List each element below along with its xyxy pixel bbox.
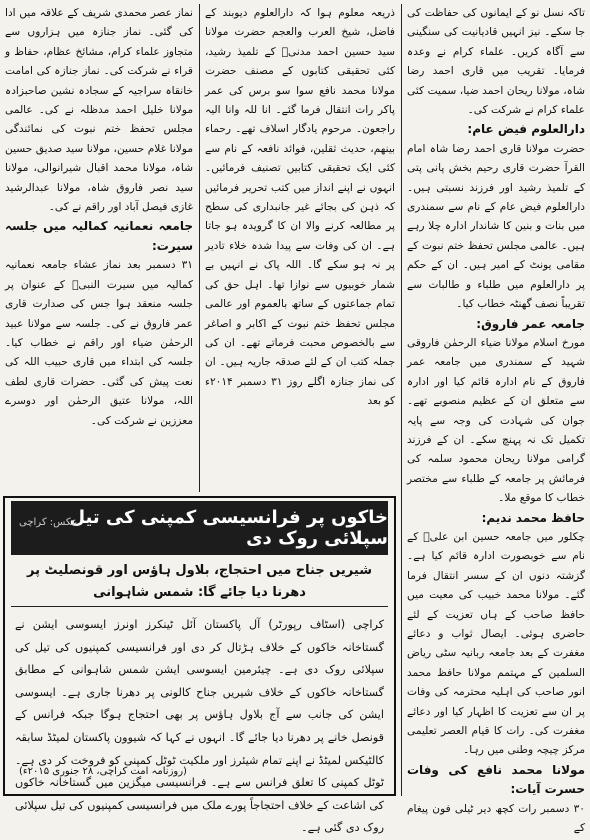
middle-column-text: ذریعہ معلوم ہوا کہ دارالعلوم دیوبند کے فاضل، شیخ العرب والعجم حضرت مولانا سید حسین احمد مدنیؒ کے تلمیذ رشید، کئی تحقیقی کتابوں کے مصنف حضرت مولانا محمد نافع سوا سو برس کی عمر پاکر رات انتقال فرما گئے۔ انا للہ وانا الیہ راجعون۔ مرحوم یادگار اسلاف تھے۔ رحماء بینھم، حدیث ثقلین، فوائد نافعہ کے نام سے کئی ایک تحقیقی کتابیں تصنیف فرمائیں۔ انہوں نے اپنے انداز میں کتب تحریر فرمائیں کہ ذہن کی بجائے غیر جانبداری کی سطح پر مطالعہ کرنے والا ان کا گرویدہ ہو جاتا ہے۔ ان کی وفات سے پیدا شدہ خلاء تادیر پر نہ ہو سکے گا۔ اللہ پاک نے انہیں بے شمار خوبیوں سے نوازا تھا۔ اہل حق کی تمام جماعتوں کے ساتھ بالعموم اور عالمی مجلس تحفظ ختم نبوت کے اکابر و اصاغر سے بالخصوص محبت فرماتے تھے۔ ان کی جملہ کتب ان کے لئے صدقہ جاریہ ہیں۔ ان کی نماز جنازہ اگلے روز ۳۱ دسمبر ۲۰۱۴ء کو بعد	[205, 7, 395, 408]
left-column	[5, 4, 193, 492]
news-clipping	[3, 496, 396, 835]
section-text-darul-uloom: حضرت مولانا قاری احمد رضا شاہ امام القرآ حضرت قاری رحیم بخش پانی پتی کے تلمیذ رشید اور فرزند نسبتی ہیں۔ دارالعلوم فیض عام کے نام سے سمندری میں بنات و بنین کا شاندار ادارہ چلا رہے ہیں۔ عالمی مجلس تحفظ ختم نبوت کے مقامی یونٹ کے امیر ہیں۔ ان کے حکم پر دارالعلوم میں طلباء و طالبات سے تقریباً نصف گھنٹہ خطاب کیا۔	[407, 142, 585, 311]
clipping-headline-banner	[11, 501, 388, 555]
right-column	[407, 4, 585, 835]
section-heading-hafiz-nadeem: حافظ محمد ندیم:	[481, 510, 585, 525]
clipping-divider	[11, 606, 388, 607]
section-text-seerat: ۳۱ دسمبر بعد نماز عشاء جامعہ نعمانیہ کمالیہ میں سیرت النبیؐ کے عنوان پر جلسہ منعقد ہوا جس کی صدارت قاری عمر فاروق نے کی۔ جلسہ سے مولانا عبید الرحمٰن ضیاء اور راقم نے خطاب کیا۔ جلسہ کی ابتداء میں قاری حبیب اللہ کی نعت پیش کی گئی۔ حضرات قاری لطف اللہ، مولانا عتیق الرحمٰن اور دوسرے معززین نے شرکت کی۔	[5, 259, 193, 427]
left-column-text: نماز عصر محمدی شریف کے علاقہ میں ادا کی گئی۔ نماز جنازہ میں ہزاروں سے متجاوز علماء کرام، مشائخ عظام، حفاظ و قراء نے شرکت کی۔ نماز جنازہ کی امامت خانقاہ سراجیہ کے سجادہ نشین صاحبزادہ مولانا خلیل احمد مدظلہ نے کی۔ عالمی مجلس تحفظ ختم نبوت کی نمائندگی مولانا غلام حسین، مولانا سید صدیق حسین شاہ، مولانا محمد اقبال شیرانوالی، مولانا سید نصر فاروق شاہ، مولانا عبدالرشید غازی فیصل آباد اور راقم نے کی۔	[5, 7, 193, 214]
clipping-body: کراچی (اسٹاف رپورٹر) آل پاکستان آئل ٹینکرز اونرز ایسوسی ایشن نے گستاخانہ خاکوں کے خلاف ہڑتال کر دی اور فرانسیسی کمپنیوں کی تیل کی سپلائی روک دی ہے۔ چیئرمین ایسوسی ایشن شمس شاہوانی کے مطابق گستاخانہ خاکوں کے خلاف شیریں جناح کالونی پر دھرنا جاری ہے۔ ایسوسی ایشن کی جانب سے آج بلاول ہاؤس پر بھی احتجاج ہوگا جبکہ فرانس کے قونصل خانے پر دھرنا دیا جائے گا۔ انہوں نے کہا کہ شیوون پاکستان لمیٹڈ سابقہ کالٹیکس لمیٹڈ نے اپنے تمام شیئرز اور ملکیت ٹوٹل کمپنی کو فروخت کر دی ہے۔ ٹوٹل کمپنی کا تعلق فرانس سے ہے۔ فرانسیسی میگزین میں گستاخانہ خاکوں کی اشاعت کے خلاف احتجاجاً پورے ملک میں فرانسیسی کمپنیوں کی تیل سپلائی روک دی گئی ہے۔	[15, 618, 384, 835]
clipping-dateline: (روزنامہ امت کراچی، ۲۸ جنوری ۲۰۱۵ء)	[19, 766, 187, 777]
section-heading-darul-uloom: دارالعلوم فیض عام:	[467, 122, 585, 137]
clipping-headline: خاکوں پر فرانسیسی کمپنی کی تیل سپلائی روک دی	[69, 507, 388, 549]
section-text-hafiz-nadeem: چکلور میں جامعہ حسین ابن علیؓ کے نام سے خوبصورت ادارہ قائم کیا ہے۔ گزشتہ دنوں ان کے سسر انتقال فرما گئے۔ مولانا محمد خبیب کی معیت میں حافظ صاحب کے ہاں تعزیت کے لئے حاضری ہوئی۔ ایصال ثواب و دعائے مغفرت کے بعد جامعہ ربانیہ سٹی ریاض السلمین کے مہتمم مولانا حافظ محمد انور صاحب کی اہلیہ محترمہ کی وفات پر ان سے تعزیت کا اظہار کیا اور دعائے مغفرت کی۔ رات کا قیام العصر تعلیمی مرکز چیچہ وطنی میں رہا۔	[407, 530, 585, 757]
section-heading-jamia-umar-farooq: جامعہ عمر فاروق:	[476, 316, 585, 331]
column-divider-left	[199, 4, 200, 492]
section-text-maulana-nafi: ۳۰ دسمبر رات کچھ دیر ٹیلی فون پیغام کے	[407, 802, 585, 835]
section-heading-seerat: جامعہ نعمانیہ کمالیہ میں جلسہ سیرت:	[5, 219, 193, 253]
column-divider-right	[401, 4, 402, 796]
section-text-jamia-umar-farooq: مورخ اسلام مولانا ضیاء الرحمٰن فاروقی شہید کے سمندری میں جامعہ عمر فاروق کے نام ادارہ قائم کیا اور ادارہ سے متعلق ان کے عظیم منصوبے تھے۔ جوان کی شہادت کی وجہ سے پایہ تکمیل تک نہ پہنچ سکے۔ ان کے فرزند گرامی مولانا ریحان محمود سلمہ کی فرمائش پر جامعہ کے طلباء سے مختصر خطاب کا موقع ملا۔	[407, 336, 585, 505]
clipping-subheadline: شیریں جناح میں احتجاج، بلاول ہاؤس اور قونصلیٹ پر دھرنا دیا جائے گا: شمس شاہوانی	[27, 563, 372, 600]
middle-column	[205, 4, 395, 492]
section-heading-maulana-nafi: مولانا محمد نافع کی وفات حسرت آیات:	[407, 762, 585, 797]
clipping-credit: عکس: کراچی	[19, 517, 78, 528]
right-column-intro: تاکہ نسل نو کے ایمانوں کی حفاظت کی جا سکے۔ نیز انہیں قادیانیت کی سنگینی سے آگاہ کریں۔ علماء کرام نے وعدہ فرمایا۔ تقریب میں قاری احمد رضا شاہ، مولانا ریحان احمد ضیا، سمیت کئی علماء کرام نے شرکت کی۔	[407, 7, 585, 117]
